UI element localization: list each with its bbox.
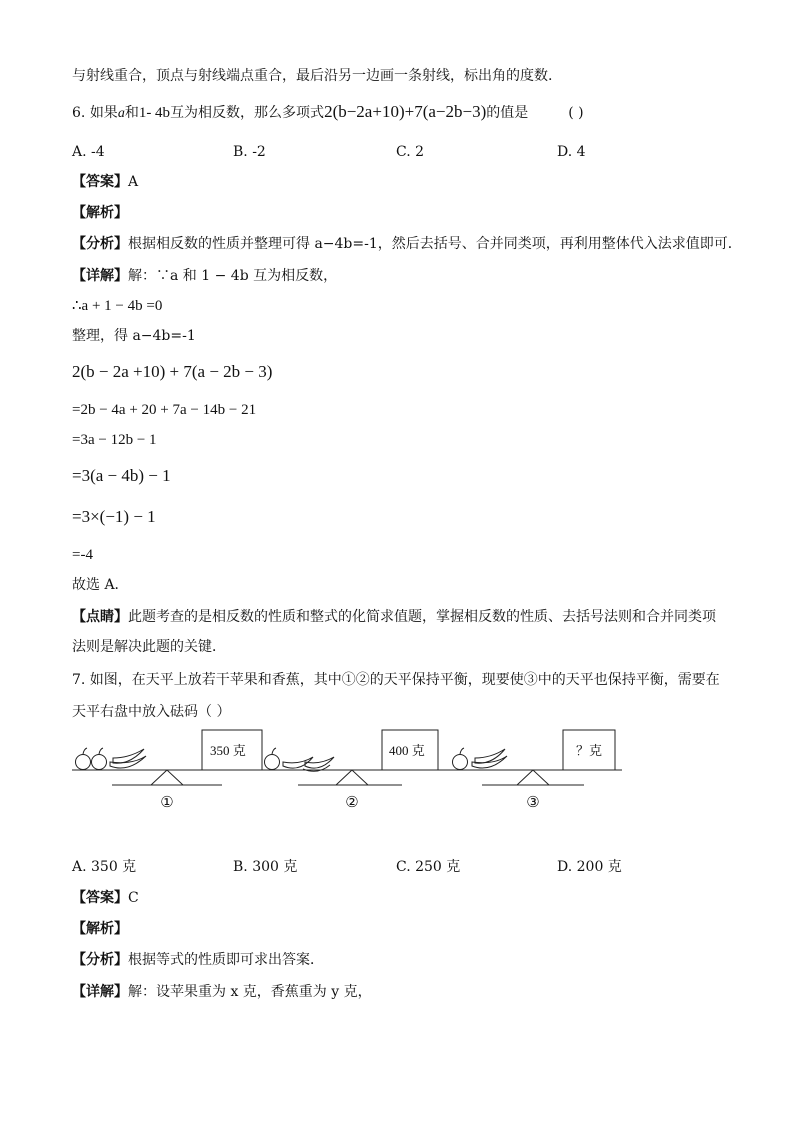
xiangjie-line: 【详解】解：∵a 和 1 − 4b 互为相反数， xyxy=(72,268,338,284)
question-7-stem-line-1: 7. 如图，在天平上放若干苹果和香蕉，其中①②的天平保持平衡，现要使③中的天平也保持平衡，需要在 xyxy=(72,672,720,688)
apple-icon xyxy=(453,755,468,770)
q7-answer-line: 【答案】C xyxy=(72,890,139,906)
apple-icon xyxy=(265,755,280,770)
option-a: A. -4 xyxy=(72,144,105,160)
scale-2-label: ② xyxy=(345,795,359,811)
q7-analysis-heading: 【解析】 xyxy=(72,921,128,937)
q7-option-b: B. 300 克 xyxy=(233,859,298,875)
question-6-stem: 6. 如果a和1- 4b互为相反数，那么多项式2(b−2a+10)+7(a−2b−3)的值是 ( ) xyxy=(72,102,584,121)
option-b: B. -2 xyxy=(233,144,266,160)
solution-step-6: =3(a − 4b) − 1 xyxy=(72,466,171,485)
solution-step-2: 整理，得 a−4b=-1 xyxy=(72,328,196,344)
expression-1-4b: 1- 4b xyxy=(138,105,171,121)
conclusion-line: 故选 A． xyxy=(72,577,129,593)
scale-1-weight: 350 克 xyxy=(210,743,246,758)
solution-step-8: =-4 xyxy=(72,547,93,563)
q7-xiangjie-line: 【详解】解：设苹果重为 x 克，香蕉重为 y 克， xyxy=(72,984,372,1000)
q7-option-c: C. 250 克 xyxy=(396,859,461,875)
q7-option-d: D. 200 克 xyxy=(557,859,622,875)
fenxi-line: 【分析】根据相反数的性质并整理可得 a−4b=-1，然后去括号、合并同类项，再利用整体代入法求值即可． xyxy=(72,236,742,252)
solution-step-4: =2b − 4a + 20 + 7a − 14b − 21 xyxy=(72,402,257,418)
solution-step-7: =3×(−1) − 1 xyxy=(72,507,156,526)
option-c: C. 2 xyxy=(396,144,425,160)
solution-step-1: ∴a + 1 − 4b =0 xyxy=(72,298,163,314)
scale-3-label: ③ xyxy=(526,795,540,811)
solution-step-3: 2(b − 2a +10) + 7(a − 2b − 3) xyxy=(72,362,273,381)
option-d: D. 4 xyxy=(557,144,586,160)
scale-1-label: ① xyxy=(160,795,174,811)
analysis-heading: 【解析】 xyxy=(72,205,128,221)
previous-text-line: 与射线重合，顶点与射线端点重合，最后沿另一边画一条射线，标出角的度数. xyxy=(72,68,553,84)
balance-scales-figure xyxy=(0,725,794,825)
solution-step-5: =3a − 12b − 1 xyxy=(72,432,157,448)
answer-blank: ( ) xyxy=(568,105,584,121)
dianjing-line-1: 【点睛】此题考查的是相反数的性质和整式的化简求值题，掌握相反数的性质、去括号法则和合并同类项 xyxy=(72,609,716,625)
apple-icon xyxy=(92,755,107,770)
question-7-stem-line-2: 天平右盘中放入砝码（ ） xyxy=(72,704,231,720)
scale-2-weight: 400 克 xyxy=(389,743,425,758)
apple-icon xyxy=(76,755,91,770)
q7-option-a: A. 350 克 xyxy=(72,859,137,875)
polynomial-expression: 2(b−2a+10)+7(a−2b−3) xyxy=(324,102,487,121)
question-number: 6. xyxy=(72,105,90,121)
answer-line: 【答案】A xyxy=(72,174,139,190)
q7-fenxi-line: 【分析】根据等式的性质即可求出答案． xyxy=(72,952,324,968)
scale-3-weight: ？克 xyxy=(576,743,603,758)
dianjing-line-2: 法则是解决此题的关键． xyxy=(72,639,226,655)
